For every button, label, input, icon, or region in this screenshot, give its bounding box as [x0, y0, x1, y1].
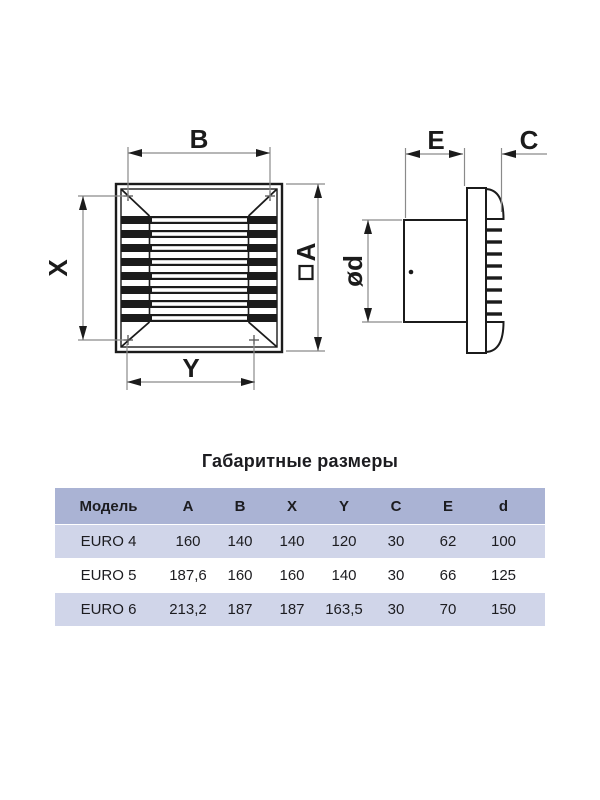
- value-cell: 163,5: [325, 601, 363, 618]
- duct-pilot-dot: [409, 270, 414, 275]
- dim-label-x: X: [43, 259, 73, 277]
- column-header-e: E: [442, 497, 453, 515]
- dim-label-c: C: [519, 125, 539, 155]
- value-cell: 30: [387, 533, 405, 550]
- side-louver-fins: [487, 230, 502, 314]
- model-cell: EURO 4: [80, 533, 137, 550]
- column-header-a: A: [182, 497, 194, 515]
- dim-label-b: B: [189, 124, 209, 154]
- value-cell: 140: [227, 533, 253, 550]
- svg-text:A: A: [291, 242, 321, 262]
- side-view: [404, 188, 504, 353]
- dim-label-square-a: [291, 242, 321, 279]
- table-row: [55, 593, 545, 626]
- value-cell: 160: [279, 567, 305, 584]
- value-cell: 125: [490, 567, 517, 584]
- top-cap: [486, 189, 504, 219]
- value-cell: 140: [331, 567, 357, 584]
- value-cell: 140: [279, 533, 305, 550]
- value-cell: 66: [439, 567, 457, 584]
- column-header-x: X: [286, 497, 297, 515]
- column-header-y: Y: [338, 497, 349, 515]
- dimensions-table: [55, 487, 545, 627]
- table-row: [55, 525, 545, 558]
- grille-outer-frame: [116, 184, 282, 352]
- value-cell: 187: [227, 601, 253, 618]
- column-header-model: Модель: [79, 497, 138, 515]
- table-title: Габаритные размеры: [201, 451, 399, 471]
- column-header-d: d: [498, 497, 509, 515]
- value-cell: 187,6: [169, 567, 207, 584]
- front-view: [116, 184, 282, 352]
- column-header-c: C: [390, 497, 402, 515]
- table-row: [55, 559, 545, 592]
- dim-label-e: E: [427, 125, 445, 155]
- value-cell: 70: [439, 601, 457, 618]
- duct-tube: [404, 220, 467, 322]
- table-header-row: [55, 488, 545, 524]
- value-cell: 187: [279, 601, 305, 618]
- value-cell: 150: [490, 601, 517, 618]
- column-header-b: B: [234, 497, 246, 515]
- value-cell: 213,2: [169, 601, 207, 618]
- mounting-plate: [467, 188, 486, 353]
- value-cell: 100: [490, 533, 517, 550]
- model-cell: EURO 5: [80, 567, 137, 584]
- dim-label-diameter: ød: [338, 255, 368, 287]
- value-cell: 30: [387, 567, 405, 584]
- model-cell: EURO 6: [80, 601, 137, 618]
- value-cell: 160: [175, 533, 201, 550]
- dim-label-y: Y: [182, 353, 200, 383]
- value-cell: 120: [331, 533, 357, 550]
- bottom-cap: [486, 322, 504, 352]
- square-symbol: [300, 266, 313, 279]
- value-cell: 30: [387, 601, 405, 618]
- value-cell: 160: [227, 567, 253, 584]
- value-cell: 62: [439, 533, 457, 550]
